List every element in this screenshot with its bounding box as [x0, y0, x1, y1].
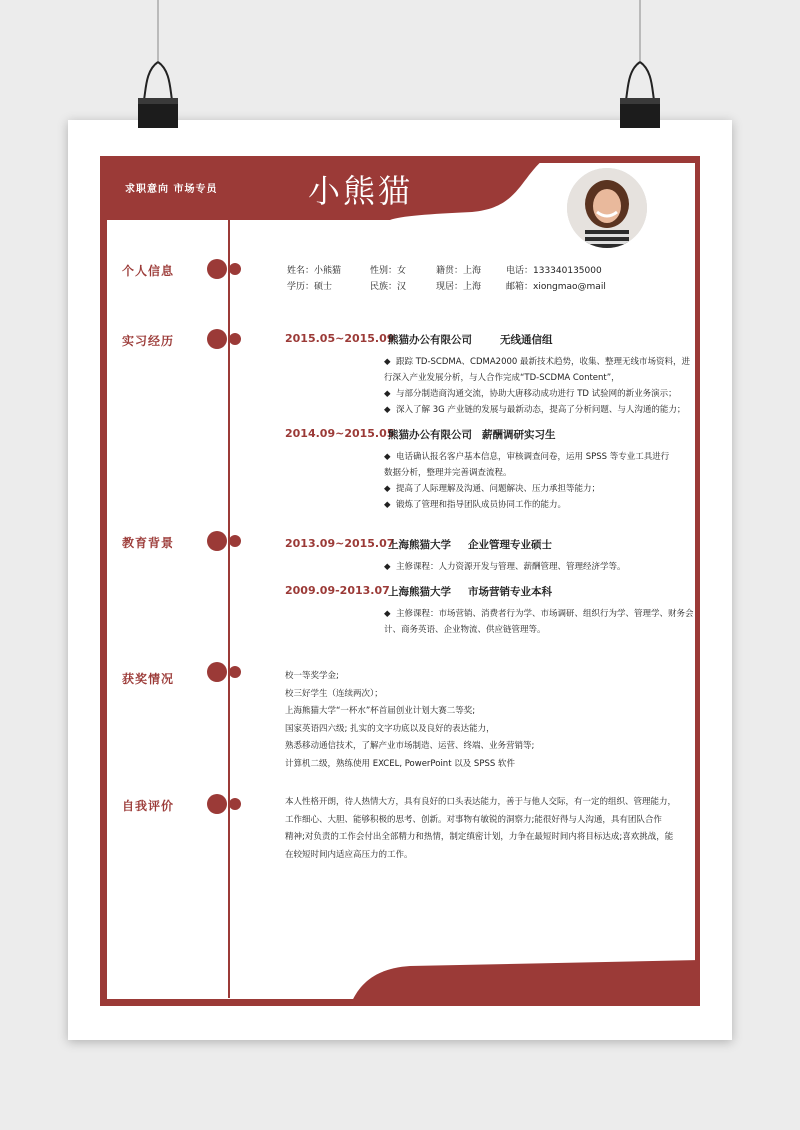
- list-item: ◆ 电话确认报名客户基本信息，审核调查问卷，运用 SPSS 等专业工具进行数据分析，整理并完善调查流程。: [384, 452, 670, 478]
- job-intention: 求职意向 市场专员: [125, 184, 218, 195]
- self-eval-line: 工作细心、大胆、能够积极的思考、创新。对事物有敏锐的洞察力;能很好得与人沟通，具有团队合作: [285, 814, 662, 825]
- list-item: 上海熊猫大学“一杯水”杯首届创业计划大赛二等奖;: [285, 706, 476, 716]
- intern-company: 熊猫办公有限公司: [388, 334, 472, 346]
- self-evaluation: [285, 794, 695, 864]
- timeline-dot: [207, 259, 227, 279]
- list-item: ◆ 主修课程：人力资源开发与管理、薪酬管理、管理经济学等。: [384, 562, 626, 572]
- timeline-dot: [207, 662, 227, 682]
- info-name: 姓名：小熊猫: [287, 266, 342, 276]
- avatar: [567, 168, 647, 248]
- intern-date: 2015.05~2015.09: [285, 332, 395, 345]
- timeline-dot: [229, 535, 241, 547]
- list-item: ◆ 跟踪 TD-SCDMA、CDMA2000 最新技术趋势，收集、整理无线市场资料，进行深入产业发展分析，与人合作完成“TD-SCDMA Content”，: [384, 357, 690, 383]
- list-item: ◆ 与部分制造商沟通交流，协助大唐移动成功进行 TD 试验网的新业务演示；: [384, 389, 677, 399]
- timeline-dot: [229, 666, 241, 678]
- left-binder-clip-icon: [128, 0, 188, 140]
- timeline-dot: [229, 333, 241, 345]
- edu-school: 上海熊猫大学: [388, 539, 451, 551]
- list-item: ◆ 提高了人际理解及沟通、问题解决、压力承担等能力；: [384, 484, 601, 494]
- section-title-personal: 个人信息: [122, 264, 175, 278]
- list-item: 校三好学生（连续两次）；: [285, 688, 383, 699]
- self-eval-line: 在较短时间内适应高压力的工作。: [285, 849, 413, 860]
- section-title-intern: 实习经历: [122, 334, 175, 348]
- edu-major: 企业管理专业硕士: [468, 539, 552, 551]
- info-email: 邮箱：xiongmao@mail: [506, 282, 606, 292]
- list-item: 国家英语四六级; 扎实的文字功底以及良好的表达能力，: [285, 723, 495, 734]
- list-item: 计算机二级，熟练使用 EXCEL, PowerPoint 以及 SPSS 软件: [285, 758, 515, 769]
- info-ethnic: 民族：汉: [370, 282, 407, 292]
- list-item: ◆ 深入了解 3G 产业链的发展与最新动态，提高了分析问题、与人沟通的能力；: [384, 405, 686, 415]
- self-eval-line: 本人性格开朗，待人热情大方，具有良好的口头表达能力，善于与他人交际，有一定的组织、管理能力，: [285, 797, 677, 807]
- footer-band: [350, 960, 700, 1006]
- info-gender: 性别：女: [370, 266, 407, 276]
- timeline-dot: [207, 794, 227, 814]
- intern-company: 熊猫办公有限公司: [388, 429, 472, 441]
- intern-date: 2014.09~2015.05: [285, 427, 395, 440]
- edu-date: 2009.09-2013.07: [285, 584, 390, 597]
- edu-school: 上海熊猫大学: [388, 586, 451, 598]
- candidate-name-title: 小熊猫: [308, 172, 414, 210]
- self-eval-line: 精神;对负责的工作会付出全部精力和热情，制定缜密计划，力争在最短时间内将目标达成;喜欢挑战，能: [285, 832, 674, 842]
- list-item: ◆ 主修课程：市场营销、消费者行为学、市场调研、组织行为学、管理学、财务会计、商务英语、企业物流、供应链管理等。: [384, 609, 694, 635]
- info-residence: 现居：上海: [436, 282, 482, 292]
- timeline-dot: [229, 263, 241, 275]
- section-title-awards: 获奖情况: [122, 672, 175, 686]
- info-native: 籍贯：上海: [436, 266, 482, 276]
- edu-major: 市场营销专业本科: [468, 586, 552, 598]
- right-binder-clip-icon: [610, 0, 670, 140]
- info-degree: 学历：硕士: [287, 282, 333, 292]
- section-title-self: 自我评价: [122, 799, 175, 813]
- timeline-dot: [229, 798, 241, 810]
- list-item: ◆ 锻炼了管理和指导团队成员协同工作的能力。: [384, 500, 567, 510]
- list-item: 熟悉移动通信技术，了解产业市场制造、运营、终端、业务营销等;: [285, 741, 535, 751]
- section-title-education: 教育背景: [122, 536, 175, 550]
- intern-role: 薪酬调研实习生: [482, 429, 556, 441]
- awards-list: [285, 668, 585, 773]
- avatar-photo-icon: [567, 168, 647, 248]
- timeline-dot: [207, 329, 227, 349]
- timeline-dot: [207, 531, 227, 551]
- edu-date: 2013.09~2015.07: [285, 537, 395, 550]
- intern-role: 无线通信组: [500, 334, 553, 346]
- list-item: 校一等奖学金;: [285, 671, 339, 681]
- info-phone: 电话：133340135000: [506, 266, 602, 276]
